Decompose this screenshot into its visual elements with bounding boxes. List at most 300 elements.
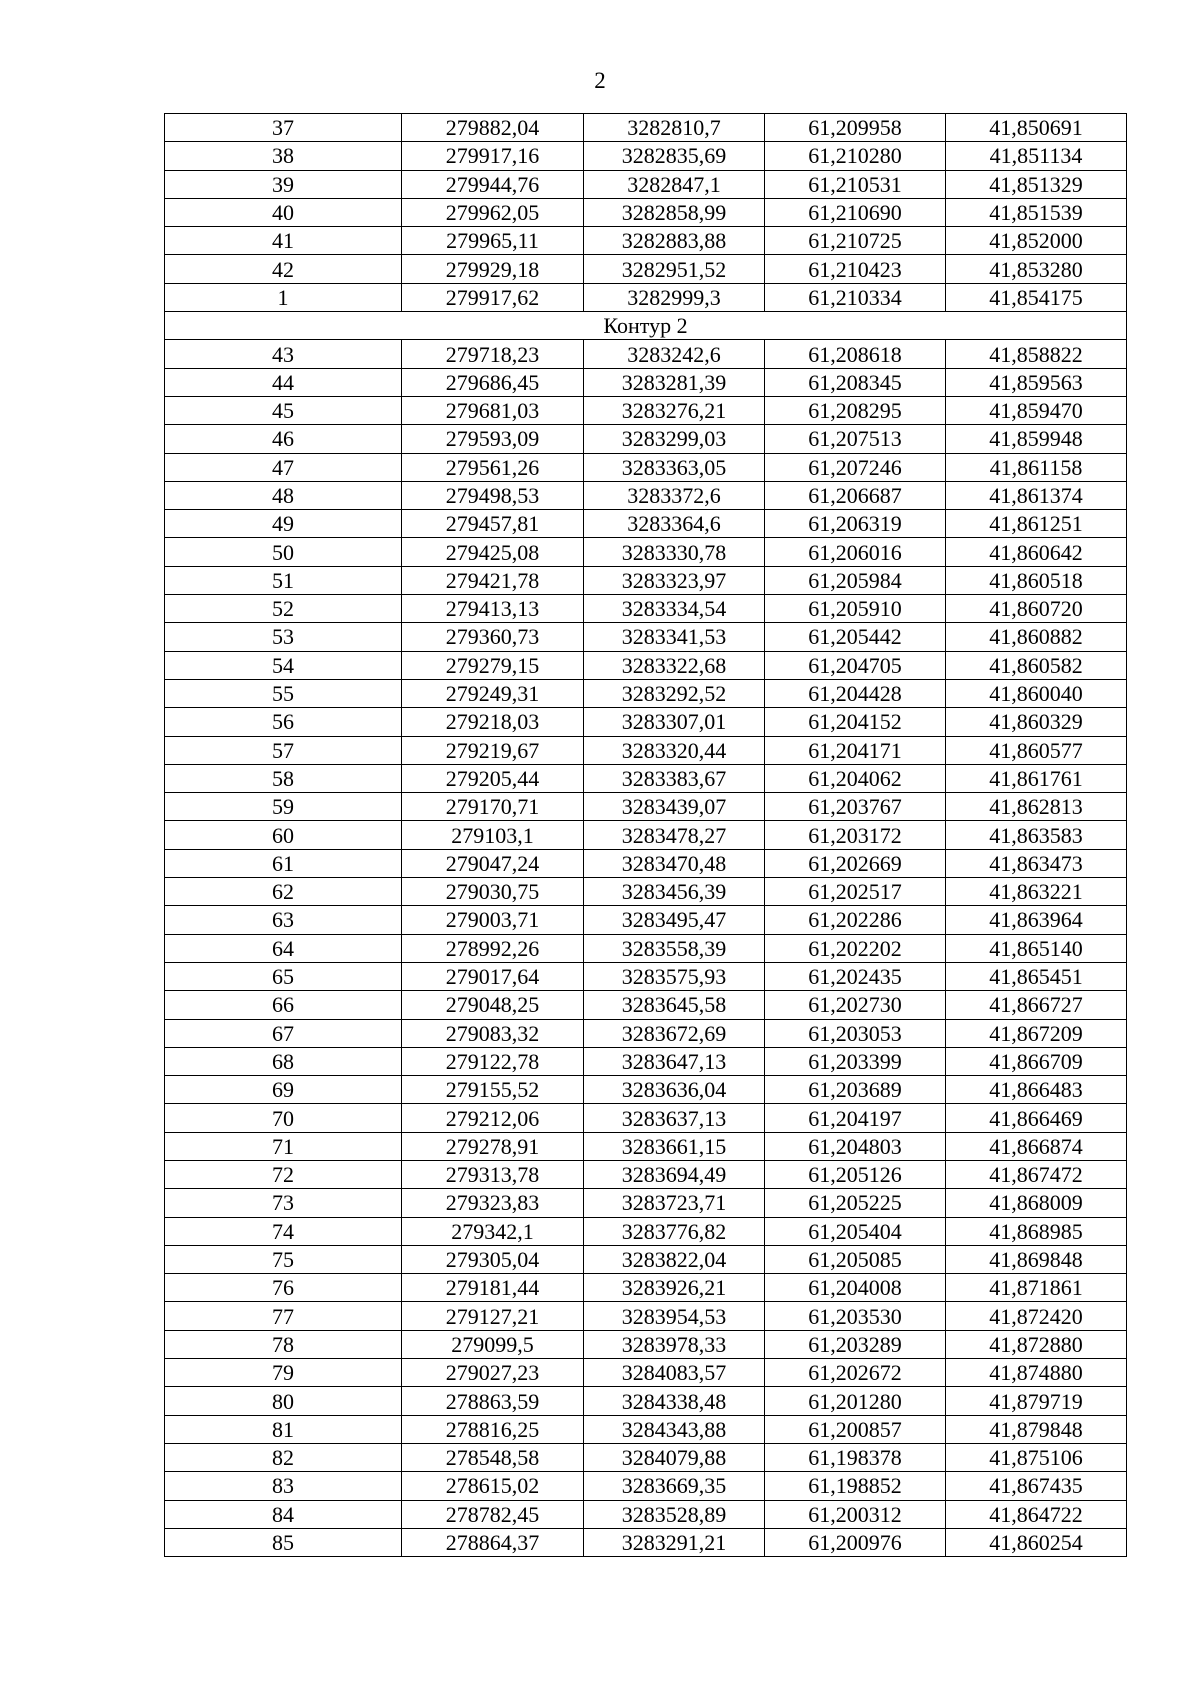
longitude-cell: 41,864722 [946,1500,1127,1528]
y-coordinate-cell: 3283694,49 [584,1160,765,1188]
table-row [165,708,1127,736]
y-coordinate-cell: 3283470,48 [584,849,765,877]
table-row [165,1500,1127,1528]
x-coordinate-cell: 279181,44 [402,1274,584,1302]
latitude-cell: 61,210280 [765,142,946,170]
table-row [165,396,1127,424]
x-coordinate-cell: 279929,18 [402,255,584,283]
latitude-cell: 61,203399 [765,1047,946,1075]
y-coordinate-cell: 3283330,78 [584,538,765,566]
y-coordinate-cell: 3283299,03 [584,425,765,453]
point-number-cell: 68 [165,1047,402,1075]
y-coordinate-cell: 3283978,33 [584,1330,765,1358]
x-coordinate-cell: 279127,21 [402,1302,584,1330]
x-coordinate-cell: 279278,91 [402,1132,584,1160]
y-coordinate-cell: 3283575,93 [584,962,765,990]
table-body-part2 [165,340,1127,1557]
point-number-cell: 85 [165,1528,402,1556]
x-coordinate-cell: 279457,81 [402,510,584,538]
x-coordinate-cell: 279342,1 [402,1217,584,1245]
table-row [165,1528,1127,1556]
latitude-cell: 61,203172 [765,821,946,849]
table-row [165,283,1127,311]
y-coordinate-cell: 3283322,68 [584,651,765,679]
point-number-cell: 49 [165,510,402,538]
point-number-cell: 65 [165,962,402,990]
latitude-cell: 61,203689 [765,1076,946,1104]
point-number-cell: 63 [165,906,402,934]
x-coordinate-cell: 279027,23 [402,1359,584,1387]
longitude-cell: 41,879848 [946,1415,1127,1443]
latitude-cell: 61,203289 [765,1330,946,1358]
table-row [165,510,1127,538]
y-coordinate-cell: 3283776,82 [584,1217,765,1245]
point-number-cell: 81 [165,1415,402,1443]
longitude-cell: 41,874880 [946,1359,1127,1387]
longitude-cell: 41,860582 [946,651,1127,679]
x-coordinate-cell: 279962,05 [402,198,584,226]
latitude-cell: 61,205984 [765,566,946,594]
point-number-cell: 80 [165,1387,402,1415]
point-number-cell: 78 [165,1330,402,1358]
y-coordinate-cell: 3283645,58 [584,991,765,1019]
longitude-cell: 41,860040 [946,679,1127,707]
point-number-cell: 46 [165,425,402,453]
table-row [165,1047,1127,1075]
longitude-cell: 41,866727 [946,991,1127,1019]
latitude-cell: 61,203530 [765,1302,946,1330]
x-coordinate-cell: 278863,59 [402,1387,584,1415]
x-coordinate-cell: 279083,32 [402,1019,584,1047]
x-coordinate-cell: 278992,26 [402,934,584,962]
table-row [165,906,1127,934]
latitude-cell: 61,202730 [765,991,946,1019]
latitude-cell: 61,202669 [765,849,946,877]
table-row [165,198,1127,226]
y-coordinate-cell: 3283647,13 [584,1047,765,1075]
point-number-cell: 53 [165,623,402,651]
x-coordinate-cell: 279048,25 [402,991,584,1019]
point-number-cell: 48 [165,481,402,509]
point-number-cell: 76 [165,1274,402,1302]
latitude-cell: 61,209958 [765,114,946,142]
longitude-cell: 41,867472 [946,1160,1127,1188]
y-coordinate-cell: 3283292,52 [584,679,765,707]
point-number-cell: 40 [165,198,402,226]
latitude-cell: 61,200857 [765,1415,946,1443]
point-number-cell: 55 [165,679,402,707]
table-row [165,934,1127,962]
table-row [165,764,1127,792]
point-number-cell: 83 [165,1472,402,1500]
table-row [165,878,1127,906]
longitude-cell: 41,872420 [946,1302,1127,1330]
longitude-cell: 41,851134 [946,142,1127,170]
y-coordinate-cell: 3283364,6 [584,510,765,538]
x-coordinate-cell: 279686,45 [402,368,584,396]
latitude-cell: 61,202672 [765,1359,946,1387]
table-row [165,595,1127,623]
y-coordinate-cell: 3282810,7 [584,114,765,142]
longitude-cell: 41,866874 [946,1132,1127,1160]
longitude-cell: 41,851329 [946,170,1127,198]
latitude-cell: 61,210725 [765,227,946,255]
latitude-cell: 61,208295 [765,396,946,424]
y-coordinate-cell: 3284343,88 [584,1415,765,1443]
longitude-cell: 41,865451 [946,962,1127,990]
table-row [165,1189,1127,1217]
table-row [165,1330,1127,1358]
y-coordinate-cell: 3282883,88 [584,227,765,255]
x-coordinate-cell: 279561,26 [402,453,584,481]
latitude-cell: 61,202517 [765,878,946,906]
point-number-cell: 75 [165,1245,402,1273]
latitude-cell: 61,205085 [765,1245,946,1273]
point-number-cell: 37 [165,114,402,142]
latitude-cell: 61,200312 [765,1500,946,1528]
longitude-cell: 41,853280 [946,255,1127,283]
table-row [165,736,1127,764]
table-row [165,1443,1127,1471]
table-row [165,538,1127,566]
x-coordinate-cell: 279917,16 [402,142,584,170]
latitude-cell: 61,205442 [765,623,946,651]
longitude-cell: 41,865140 [946,934,1127,962]
x-coordinate-cell: 279103,1 [402,821,584,849]
x-coordinate-cell: 278615,02 [402,1472,584,1500]
point-number-cell: 45 [165,396,402,424]
point-number-cell: 58 [165,764,402,792]
point-number-cell: 59 [165,793,402,821]
table-row [165,1160,1127,1188]
point-number-cell: 52 [165,595,402,623]
x-coordinate-cell: 279170,71 [402,793,584,821]
longitude-cell: 41,861761 [946,764,1127,792]
longitude-cell: 41,861251 [946,510,1127,538]
latitude-cell: 61,202435 [765,962,946,990]
longitude-cell: 41,871861 [946,1274,1127,1302]
y-coordinate-cell: 3282951,52 [584,255,765,283]
y-coordinate-cell: 3282999,3 [584,283,765,311]
table-row [165,368,1127,396]
point-number-cell: 47 [165,453,402,481]
y-coordinate-cell: 3283822,04 [584,1245,765,1273]
latitude-cell: 61,202202 [765,934,946,962]
longitude-cell: 41,866709 [946,1047,1127,1075]
latitude-cell: 61,205126 [765,1160,946,1188]
point-number-cell: 69 [165,1076,402,1104]
table-row [165,1217,1127,1245]
y-coordinate-cell: 3284079,88 [584,1443,765,1471]
longitude-cell: 41,860254 [946,1528,1127,1556]
x-coordinate-cell: 279421,78 [402,566,584,594]
latitude-cell: 61,204803 [765,1132,946,1160]
x-coordinate-cell: 279249,31 [402,679,584,707]
x-coordinate-cell: 278782,45 [402,1500,584,1528]
y-coordinate-cell: 3283276,21 [584,396,765,424]
longitude-cell: 41,861158 [946,453,1127,481]
point-number-cell: 54 [165,651,402,679]
point-number-cell: 77 [165,1302,402,1330]
x-coordinate-cell: 279498,53 [402,481,584,509]
table-row [165,1274,1127,1302]
contour-header-section [165,312,1127,340]
longitude-cell: 41,863583 [946,821,1127,849]
latitude-cell: 61,210334 [765,283,946,311]
table-row [165,227,1127,255]
x-coordinate-cell: 279413,13 [402,595,584,623]
longitude-cell: 41,860329 [946,708,1127,736]
y-coordinate-cell: 3284083,57 [584,1359,765,1387]
table-row [165,1245,1127,1273]
point-number-cell: 60 [165,821,402,849]
longitude-cell: 41,854175 [946,283,1127,311]
longitude-cell: 41,851539 [946,198,1127,226]
point-number-cell: 64 [165,934,402,962]
point-number-cell: 44 [165,368,402,396]
table-row [165,142,1127,170]
point-number-cell: 61 [165,849,402,877]
longitude-cell: 41,858822 [946,340,1127,368]
table-row [165,623,1127,651]
latitude-cell: 61,198852 [765,1472,946,1500]
y-coordinate-cell: 3283661,15 [584,1132,765,1160]
point-number-cell: 72 [165,1160,402,1188]
table-row [165,793,1127,821]
longitude-cell: 41,869848 [946,1245,1127,1273]
x-coordinate-cell: 279718,23 [402,340,584,368]
longitude-cell: 41,859470 [946,396,1127,424]
table-row [165,1104,1127,1132]
point-number-cell: 51 [165,566,402,594]
y-coordinate-cell: 3283456,39 [584,878,765,906]
y-coordinate-cell: 3283954,53 [584,1302,765,1330]
longitude-cell: 41,867209 [946,1019,1127,1047]
latitude-cell: 61,206687 [765,481,946,509]
y-coordinate-cell: 3283669,35 [584,1472,765,1500]
longitude-cell: 41,872880 [946,1330,1127,1358]
longitude-cell: 41,868009 [946,1189,1127,1217]
table-row [165,481,1127,509]
table-row [165,425,1127,453]
latitude-cell: 61,210690 [765,198,946,226]
point-number-cell: 67 [165,1019,402,1047]
longitude-cell: 41,863473 [946,849,1127,877]
x-coordinate-cell: 279681,03 [402,396,584,424]
table-body-part1 [165,114,1127,312]
table-row [165,1019,1127,1047]
table-row [165,170,1127,198]
y-coordinate-cell: 3283723,71 [584,1189,765,1217]
longitude-cell: 41,852000 [946,227,1127,255]
latitude-cell: 61,200976 [765,1528,946,1556]
page-number: 2 [594,68,606,93]
table-row [165,1076,1127,1104]
x-coordinate-cell: 278864,37 [402,1528,584,1556]
y-coordinate-cell: 3283307,01 [584,708,765,736]
y-coordinate-cell: 3283478,27 [584,821,765,849]
latitude-cell: 61,208345 [765,368,946,396]
table-row [165,1302,1127,1330]
latitude-cell: 61,204062 [765,764,946,792]
latitude-cell: 61,206319 [765,510,946,538]
x-coordinate-cell: 279218,03 [402,708,584,736]
x-coordinate-cell: 278548,58 [402,1443,584,1471]
x-coordinate-cell: 279099,5 [402,1330,584,1358]
y-coordinate-cell: 3283558,39 [584,934,765,962]
y-coordinate-cell: 3283495,47 [584,906,765,934]
table-row [165,340,1127,368]
y-coordinate-cell: 3283320,44 [584,736,765,764]
table-row [165,991,1127,1019]
point-number-cell: 38 [165,142,402,170]
x-coordinate-cell: 279122,78 [402,1047,584,1075]
contour-label: Контур 2 [165,312,1127,340]
longitude-cell: 41,860882 [946,623,1127,651]
point-number-cell: 71 [165,1132,402,1160]
latitude-cell: 61,198378 [765,1443,946,1471]
table-row [165,679,1127,707]
longitude-cell: 41,875106 [946,1443,1127,1471]
latitude-cell: 61,210423 [765,255,946,283]
y-coordinate-cell: 3283334,54 [584,595,765,623]
longitude-cell: 41,860518 [946,566,1127,594]
x-coordinate-cell: 279313,78 [402,1160,584,1188]
x-coordinate-cell: 279212,06 [402,1104,584,1132]
point-number-cell: 56 [165,708,402,736]
longitude-cell: 41,859948 [946,425,1127,453]
longitude-cell: 41,862813 [946,793,1127,821]
latitude-cell: 61,204197 [765,1104,946,1132]
latitude-cell: 61,204171 [765,736,946,764]
latitude-cell: 61,204008 [765,1274,946,1302]
table-row [165,1415,1127,1443]
x-coordinate-cell: 279425,08 [402,538,584,566]
latitude-cell: 61,204705 [765,651,946,679]
x-coordinate-cell: 279944,76 [402,170,584,198]
x-coordinate-cell: 279219,67 [402,736,584,764]
table-row [165,566,1127,594]
y-coordinate-cell: 3282835,69 [584,142,765,170]
table-row [165,255,1127,283]
longitude-cell: 41,860720 [946,595,1127,623]
longitude-cell: 41,860577 [946,736,1127,764]
y-coordinate-cell: 3283363,05 [584,453,765,481]
table-row [165,1472,1127,1500]
table-row [165,849,1127,877]
longitude-cell: 41,867435 [946,1472,1127,1500]
y-coordinate-cell: 3283637,13 [584,1104,765,1132]
y-coordinate-cell: 3284338,48 [584,1387,765,1415]
y-coordinate-cell: 3282858,99 [584,198,765,226]
y-coordinate-cell: 3282847,1 [584,170,765,198]
point-number-cell: 66 [165,991,402,1019]
x-coordinate-cell: 279003,71 [402,906,584,934]
latitude-cell: 61,204152 [765,708,946,736]
point-number-cell: 70 [165,1104,402,1132]
point-number-cell: 74 [165,1217,402,1245]
y-coordinate-cell: 3283242,6 [584,340,765,368]
y-coordinate-cell: 3283281,39 [584,368,765,396]
longitude-cell: 41,860642 [946,538,1127,566]
table-row [165,1132,1127,1160]
longitude-cell: 41,859563 [946,368,1127,396]
point-number-cell: 73 [165,1189,402,1217]
y-coordinate-cell: 3283341,53 [584,623,765,651]
x-coordinate-cell: 279305,04 [402,1245,584,1273]
latitude-cell: 61,208618 [765,340,946,368]
longitude-cell: 41,866483 [946,1076,1127,1104]
x-coordinate-cell: 279917,62 [402,283,584,311]
x-coordinate-cell: 279593,09 [402,425,584,453]
y-coordinate-cell: 3283528,89 [584,1500,765,1528]
table-row [165,651,1127,679]
latitude-cell: 61,203767 [765,793,946,821]
longitude-cell: 41,863964 [946,906,1127,934]
longitude-cell: 41,850691 [946,114,1127,142]
latitude-cell: 61,207513 [765,425,946,453]
latitude-cell: 61,205404 [765,1217,946,1245]
table-row [165,962,1127,990]
x-coordinate-cell: 279882,04 [402,114,584,142]
table-row [165,114,1127,142]
x-coordinate-cell: 279279,15 [402,651,584,679]
y-coordinate-cell: 3283291,21 [584,1528,765,1556]
point-number-cell: 43 [165,340,402,368]
x-coordinate-cell: 278816,25 [402,1415,584,1443]
contour-header-row [165,312,1127,340]
x-coordinate-cell: 279205,44 [402,764,584,792]
longitude-cell: 41,879719 [946,1387,1127,1415]
latitude-cell: 61,207246 [765,453,946,481]
x-coordinate-cell: 279965,11 [402,227,584,255]
point-number-cell: 41 [165,227,402,255]
point-number-cell: 1 [165,283,402,311]
latitude-cell: 61,202286 [765,906,946,934]
table-row [165,1387,1127,1415]
y-coordinate-cell: 3283323,97 [584,566,765,594]
point-number-cell: 57 [165,736,402,764]
table-row [165,821,1127,849]
longitude-cell: 41,863221 [946,878,1127,906]
coordinates-table [164,113,1127,1557]
latitude-cell: 61,204428 [765,679,946,707]
latitude-cell: 61,205910 [765,595,946,623]
y-coordinate-cell: 3283372,6 [584,481,765,509]
longitude-cell: 41,868985 [946,1217,1127,1245]
point-number-cell: 82 [165,1443,402,1471]
y-coordinate-cell: 3283383,67 [584,764,765,792]
y-coordinate-cell: 3283672,69 [584,1019,765,1047]
point-number-cell: 50 [165,538,402,566]
x-coordinate-cell: 279323,83 [402,1189,584,1217]
latitude-cell: 61,205225 [765,1189,946,1217]
latitude-cell: 61,206016 [765,538,946,566]
y-coordinate-cell: 3283439,07 [584,793,765,821]
x-coordinate-cell: 279047,24 [402,849,584,877]
latitude-cell: 61,210531 [765,170,946,198]
point-number-cell: 42 [165,255,402,283]
point-number-cell: 39 [165,170,402,198]
table-row [165,453,1127,481]
point-number-cell: 84 [165,1500,402,1528]
y-coordinate-cell: 3283636,04 [584,1076,765,1104]
x-coordinate-cell: 279360,73 [402,623,584,651]
point-number-cell: 79 [165,1359,402,1387]
latitude-cell: 61,203053 [765,1019,946,1047]
longitude-cell: 41,866469 [946,1104,1127,1132]
latitude-cell: 61,201280 [765,1387,946,1415]
